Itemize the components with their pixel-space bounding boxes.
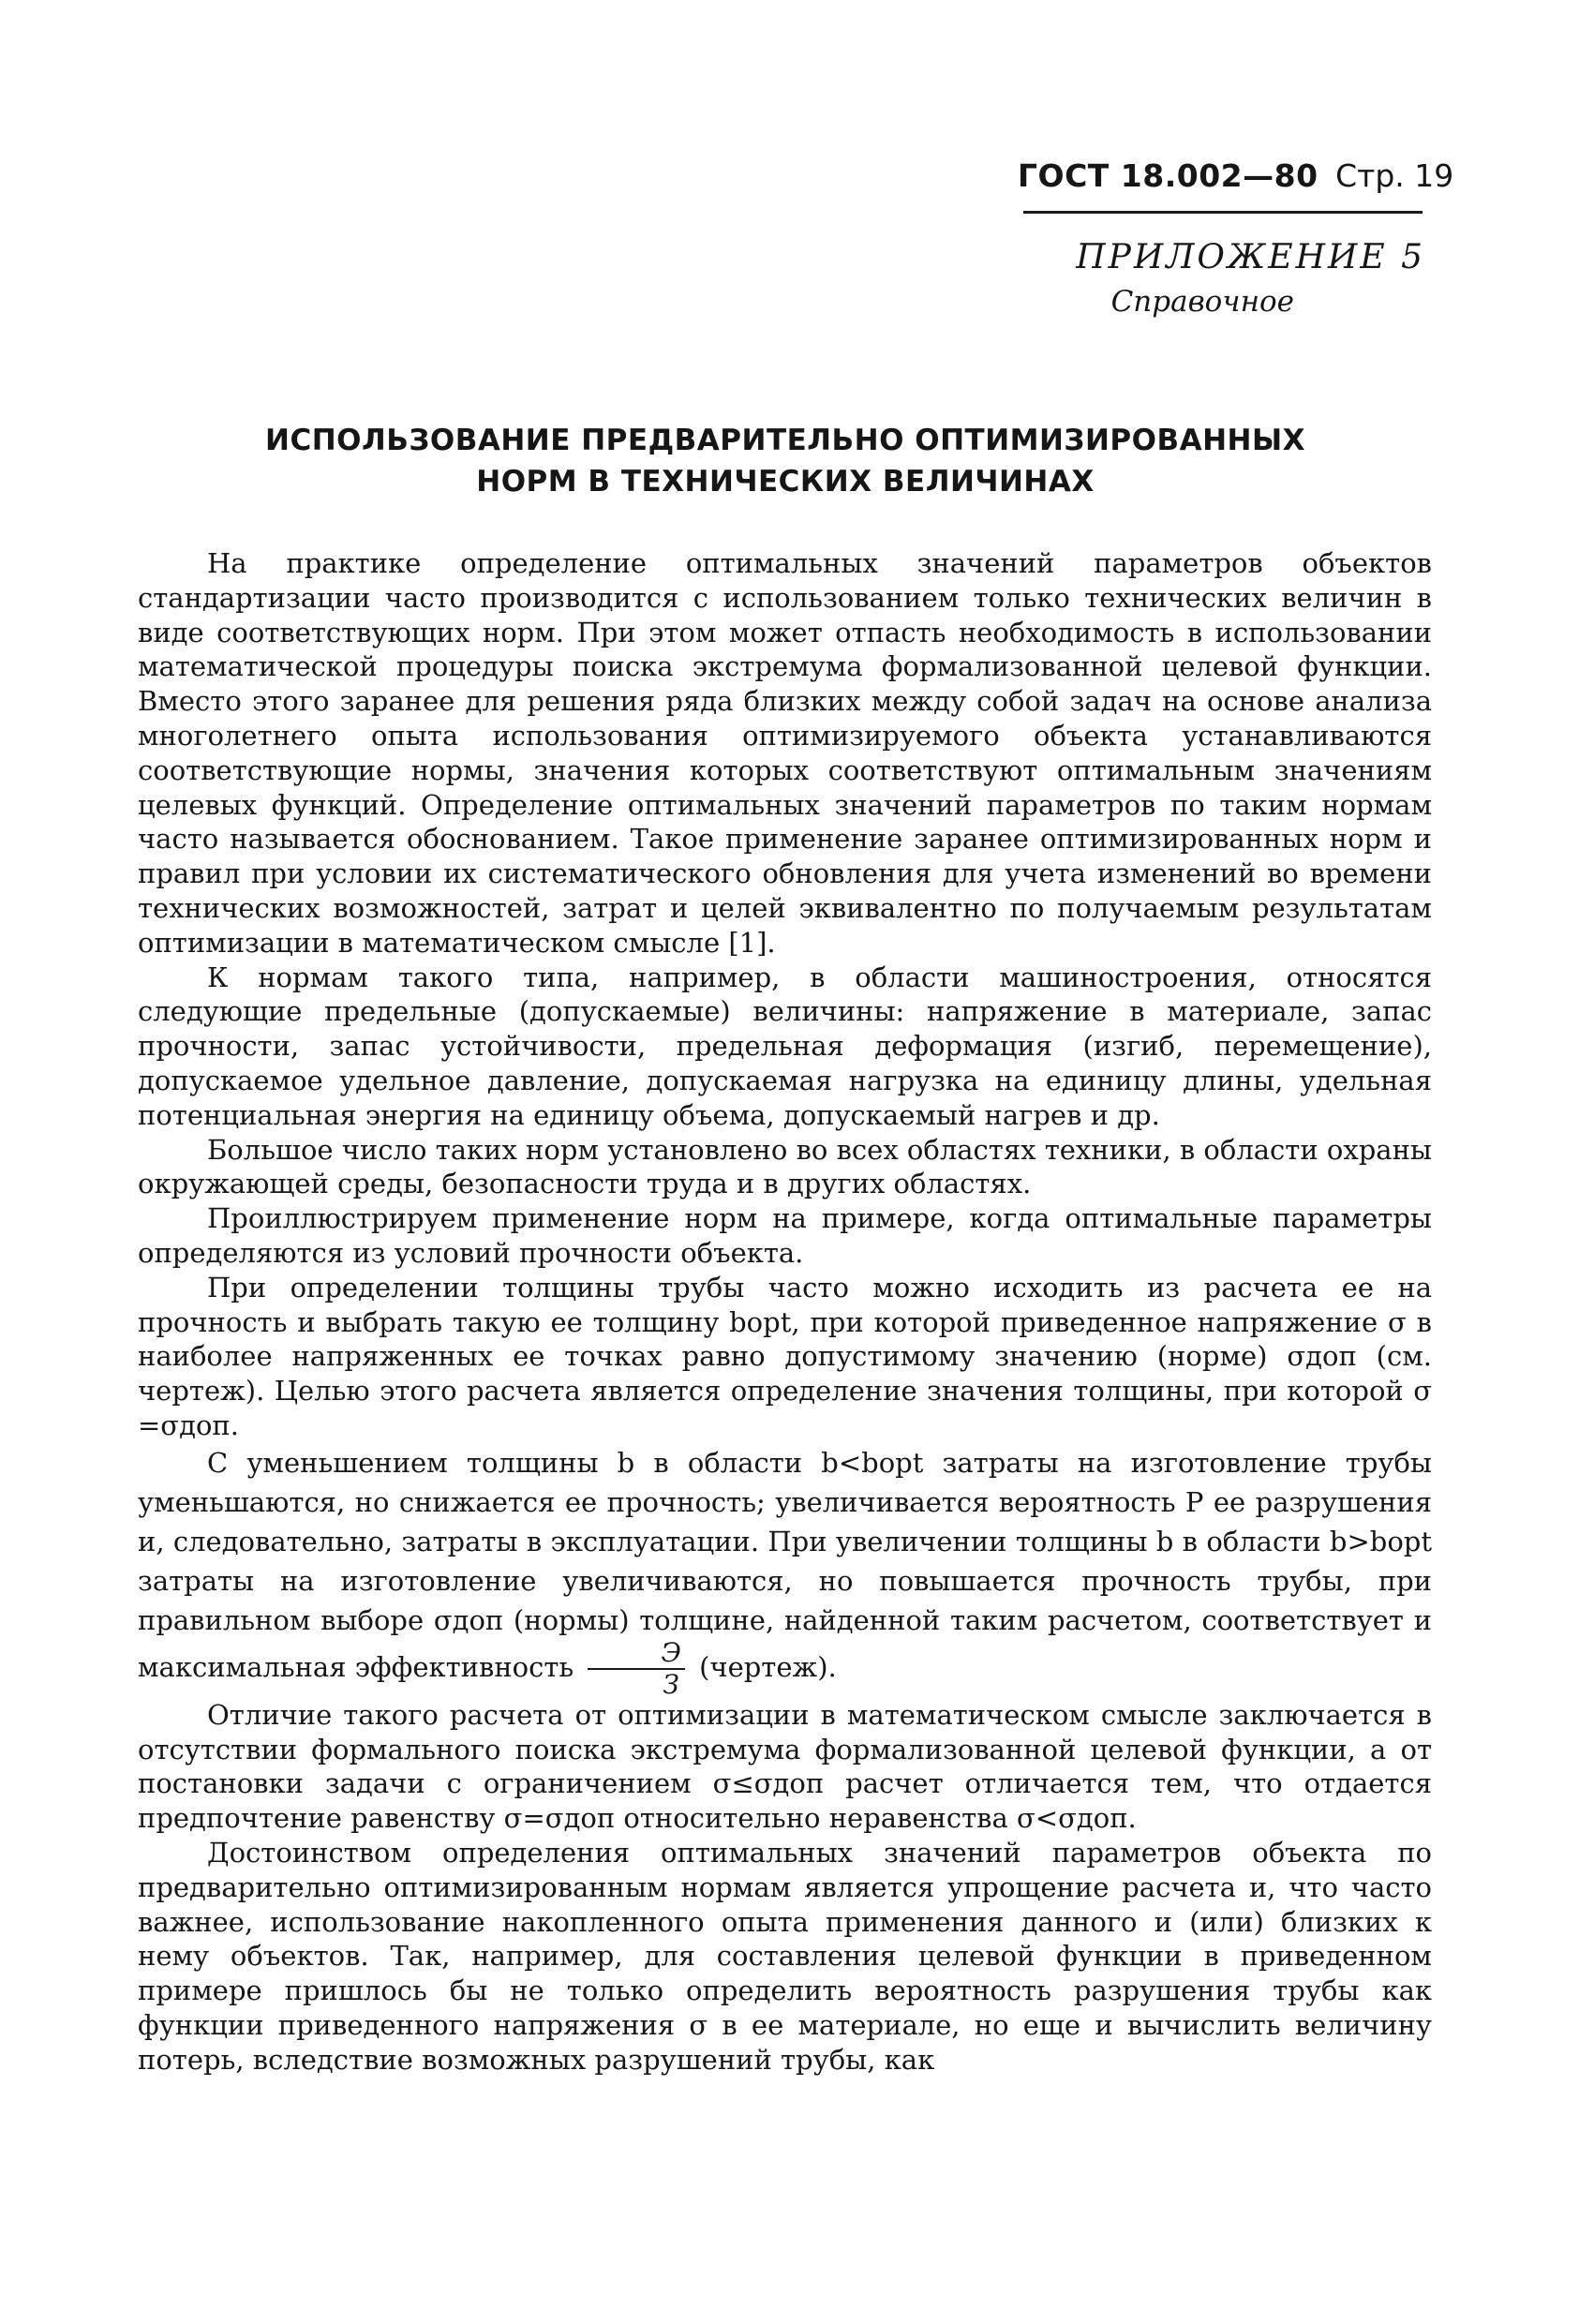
paragraph-7: Отличие такого расчета от оптимизации в математическом смысле заключается в отсутствии формального поиска экстремума формализованной целевой функции, а от постановки задачи с ограничением σ≤σдоп расчет отличается тем, что отдается предпочтение равенству σ=σдоп относительно неравенства σ<σдоп. xyxy=(138,1698,1432,1835)
title-line-2: НОРМ В ТЕХНИЧЕСКИХ ВЕЛИЧИНАХ xyxy=(476,465,1095,499)
paragraph-8: Достоинством определения оптимальных значений параметров объекта по предварительно оптимизированным нормам является упрощение расчета и, что часто важнее, использование накопленного опыта применения данного и (или) близких к нему объектов. Так, например, для составления целевой функции в приведенном примере пришлось бы не только определить вероятность разрушения трубы как функции приведенного напряжения σ в ее материале, но еще и вычислить величину потерь, вследствие возможных разрушений трубы, как xyxy=(138,1836,1432,2076)
appendix-label: ПРИЛОЖЕНИЕ 5 xyxy=(1076,238,1425,276)
body-text xyxy=(138,546,1432,2077)
efficiency-fraction xyxy=(588,1636,684,1700)
running-header xyxy=(1018,157,1454,195)
paragraph-6 xyxy=(138,1443,1432,1698)
paragraph-6-tail: (чертеж). xyxy=(699,1650,837,1683)
paragraph-5: При определении толщины трубы часто можно исходить из расчета ее на прочность и выбрать такую ее толщину bopt, при которой приведенное напряжение σ в наиболее напряженных ее точках равно допустимому значению (норме) σдоп (см. чертеж). Целью этого расчета является определение значения толщины, при которой σ =σдоп. xyxy=(138,1271,1432,1441)
fraction-denominator: З xyxy=(663,1668,679,1700)
paragraph-3: Большое число таких норм установлено во всех областях техники, в области охраны окружающей среды, безопасности труда и в других областях. xyxy=(138,1133,1432,1200)
appendix-note: Справочное xyxy=(1110,285,1294,319)
title-line-1: ИСПОЛЬЗОВАНИЕ ПРЕДВАРИТЕЛЬНО ОПТИМИЗИРОВАННЫХ xyxy=(265,424,1305,457)
paragraph-6-text: С уменьшением толщины b в области b<bopt затраты на изготовление трубы уменьшаются, но снижается ее прочность; увеличивается вероятность P ее разрушения и, следовательно, затраты в эксплуатации. При увеличении толщины b в области b>bopt затраты на изготовление увеличиваются, но повышается прочность трубы, при правильном выборе σдоп (нормы) толщине, найденной таким расчетом, соответствует и максимальная эффективность xyxy=(138,1446,1432,1683)
fraction-numerator: Э xyxy=(588,1640,684,1670)
header-rule xyxy=(1023,211,1423,214)
paragraph-1: На практике определение оптимальных значений параметров объектов стандартизации часто производится с использованием только технических величин в виде соответствующих норм. При этом может отпасть необходимость в использовании математической процедуры поиска экстремума формализованной целевой функции. Вместо этого заранее для решения ряда близких между собой задач на основе анализа многолетнего опыта использования оптимизируемого объекта устанавливаются соответствующие нормы, значения которых соответствуют оптимальным значениям целевых функций. Определение оптимальных значений параметров по таким нормам часто называется обоснованием. Такое применение заранее оптимизированных норм и правил при условии их систематического обновления для учета изменений во времени технических возможностей, затрат и целей эквивалентно по получаемым результатам оптимизации в математическом смысле [1]. xyxy=(138,547,1432,959)
document-title xyxy=(141,420,1430,502)
paragraph-2: К нормам такого типа, например, в области машиностроения, относятся следующие предельные (допускаемые) величины: напряжение в материале, запас прочности, запас устойчивости, предельная деформация (изгиб, перемещение), допускаемое удельное давление, допускаемая нагрузка на единицу длины, удельная потенциальная энергия на единицу объема, допускаемый нагрев и др. xyxy=(138,961,1432,1131)
page-number: Стр. 19 xyxy=(1335,157,1454,194)
paragraph-4: Проиллюстрируем применение норм на примере, когда оптимальные параметры определяются из условий прочности объекта. xyxy=(138,1202,1432,1269)
standard-number: ГОСТ 18.002—80 xyxy=(1018,157,1318,194)
